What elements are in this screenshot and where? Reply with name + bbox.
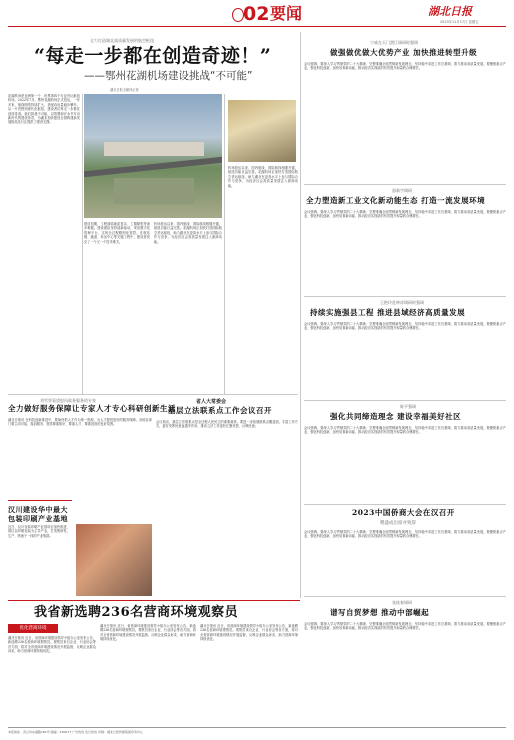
bottom-banner-tag: 优化营商环境: [8, 624, 58, 633]
lead-kicker: 全力打造湖北高质量发展的航空枢纽: [90, 38, 154, 43]
right-story-6-body: 会议强调，要深入学习贯彻党的二十大精神，完整准确全面贯彻新发展理念，坚持稳中求进工作总基调，着力推动高质量发展。要聚焦重点产业，强化科技创新，加快培育新动能，推动经济实现质的有效提升和量的合理增长。: [304, 622, 506, 631]
paper-logo: 湖北日报: [428, 5, 472, 18]
date-line: 2023年11月17日 星期五: [440, 20, 479, 24]
col-divider: [82, 94, 83, 394]
section-rule: [8, 600, 300, 601]
lead-subhead: ——鄂州花湖机场建设挑战“不可能”: [84, 70, 253, 82]
right-story-5-title: 2023中国侨商大会在汉召开: [352, 508, 455, 517]
col-divider: [300, 32, 301, 598]
section-rule: [8, 394, 298, 395]
right-story-6-title: 谱写自贸梦想 推动中部崛起: [330, 608, 430, 617]
col-divider: [224, 94, 225, 394]
left-story-body: 湖北日报讯 在科技创新推进中，要始终把人才作为第一资源，为人才提供更好的服务保障。各地各部门要主动对接、靠前服务，营造尊重知识、尊重人才、尊重创造的良好氛围。: [8, 418, 152, 427]
footer-rule: [8, 727, 506, 728]
left-story-kicker: 刘雪荣看望慰问政务服务的专家: [40, 398, 96, 403]
lead-body-col2b: 机场投运以来，国内航线、国际航线相继开通，枢纽功能日益完善。花湖机场正加快打造国际航空货运枢纽，助力湖北在更高水平上参与国际合作与竞争，为经济社会高质量发展注入澎湃动能。: [154, 222, 222, 244]
right-story-2-body: 会议强调，要深入学习贯彻党的二十大精神，完整准确全面贯彻新发展理念，坚持稳中求进工作总基调，着力推动高质量发展。要聚焦重点产业，强化科技创新，加快培育新动能，推动经济实现质的有效提升和量的合理增长。: [304, 210, 506, 219]
section-rule: [304, 296, 506, 297]
lead-body-col3: 机场投运以来，国内航线、国际航线相继开通，枢纽功能日益完善。花湖机场正加快打造国际航空货运枢纽，助力湖北在更高水平上参与国际合作与竞争，为经济社会高质量发展注入澎湃动能。: [228, 166, 298, 188]
left-box-photo: [76, 524, 152, 596]
lead-byline: 湖北日报全媒体记者: [110, 88, 139, 92]
footer-text: 本报地址：武汉市东湖路181号 邮编：430077 广告热线 发行热线 印刷：湖北日报传媒集团印务中心: [8, 730, 143, 734]
section-rule: [304, 184, 506, 185]
right-story-1-kicker: 宁咸在天门潜江调研时强调: [370, 40, 418, 45]
right-story-4-kicker: 陈平强调: [400, 404, 416, 409]
lead-body-col2: 建设初期，工程面临地质复杂、工期紧张等诸多难题。建设团队坚持创新驱动，采用数字化管理平台，实现全过程精细化管控。在航站楼、跑道、转运中心等关键工程中，建设者攻克了一个又一个技术难关。: [84, 222, 150, 244]
left-story-title: 全力做好服务保障让专家人才专心科研创新生活: [8, 404, 176, 413]
bottom-banner-body-col2: 湖北日报讯 近日，省营商环境建设领导小组办公室发布公告，新选聘236名营商环境观察员。观察员来自企业、行业协会等各方面，将对全省营商环境建设情况开展监督，反映企业群众诉求，助力营商环境持续优化。: [100, 624, 196, 642]
bottom-banner-body-col3: 湖北日报讯 近日，省营商环境建设领导小组办公室发布公告，新选聘236名营商环境观察员。观察员来自企业、行业协会等各方面，将对全省营商环境建设情况开展监督，反映企业群众诉求，助力营商环境持续优化。: [200, 624, 298, 642]
lead-photo-airport: [84, 94, 222, 218]
middle-story-body: 会议指出，基层立法联系点是全过程人民民主的重要载体。要进一步拓展联系点覆盖面，丰富工作方式，更好发挥民意直通车作用，推动立法工作更好汇聚民智、反映民意。: [156, 420, 298, 429]
page-number: 02: [243, 3, 270, 25]
right-story-2-kicker: 邵新宇调研: [392, 188, 412, 193]
right-story-2-title: 全力塑造新工业文化新动能生态 打造一流发展环境: [306, 196, 486, 205]
lead-body-col1: 花湖机场是亚洲第一个、世界第四个专业货运枢纽机场。2022年7月，鄂州花湖机场正式投运，一年多来，航线网络持续扩大，货邮吞吐量稳步攀升。从一片荒野到现代化枢纽，建设者们每走一步都在创造奇迹。他们挑战不可能，以智慧和汗水书写出新时代的建设传奇，为湖北加快建设全国构建新发展格局先行区提供了强劲支撑。: [8, 94, 80, 125]
right-story-3-title: 持续实施强县工程 推进县域经济高质量发展: [310, 308, 466, 317]
bottom-banner-body-col1: 湖北日报讯 近日，省营商环境建设领导小组办公室发布公告，新选聘236名营商环境观察员。观察员来自企业、行业协会等各方面，将对全省营商环境建设情况开展监督，反映企业群众诉求，助力营商环境持续优化。: [8, 636, 96, 654]
right-story-1-title: 做强做优做大优势产业 加快推进转型升级: [330, 48, 478, 57]
left-box: [8, 500, 72, 597]
right-story-4-title: 强化共同缔造理念 建设幸福美好社区: [330, 412, 462, 421]
right-story-5-body: 会议强调，要深入学习贯彻党的二十大精神，完整准确全面贯彻新发展理念，坚持稳中求进工作总基调，着力推动高质量发展。要聚焦重点产业，强化科技创新，加快培育新动能，推动经济实现质的有效提升和量的合理增长。: [304, 530, 506, 539]
section-title: 要闻: [270, 4, 303, 23]
left-box-body: 近日，汉川包装印刷产业园项目加快推进，园区以印刷包装为主导产业，打造集研发、生产、物流于一体的产业集群。: [8, 525, 70, 538]
bottom-banner-title: 我省新选聘236名营商环境观察员: [34, 605, 239, 620]
right-story-3-kicker: 王艳玲赴钟祥调研时强调: [380, 300, 424, 305]
section-rule: [304, 596, 506, 597]
masthead: [0, 0, 514, 30]
right-story-4-body: 会议强调，要深入学习贯彻党的二十大精神，完整准确全面贯彻新发展理念，坚持稳中求进工作总基调，着力推动高质量发展。要聚焦重点产业，强化科技创新，加快培育新动能，推动经济实现质的有效提升和量的合理增长。: [304, 426, 506, 435]
right-story-5-subtitle: 嗯盛成出席并致辞: [380, 521, 416, 526]
left-box-title: 汉川建设华中最大包装印刷产业基地: [8, 505, 68, 523]
section-rule: [304, 504, 506, 505]
section-rule: [304, 400, 506, 401]
masthead-rule: [8, 26, 506, 27]
right-story-3-body: 会议强调，要深入学习贯彻党的二十大精神，完整准确全面贯彻新发展理念，坚持稳中求进工作总基调，着力推动高质量发展。要聚焦重点产业，强化科技创新，加快培育新动能，推动经济实现质的有效提升和量的合理增长。: [304, 322, 506, 331]
middle-story-title: 基层立法联系点工作会议召开: [168, 406, 272, 415]
lead-photo-workers: [228, 100, 296, 162]
right-story-1-body: 会议强调，要深入学习贯彻党的二十大精神，完整准确全面贯彻新发展理念，坚持稳中求进工作总基调，着力推动高质量发展。要聚焦重点产业，强化科技创新，加快培育新动能，推动经济实现质的有效提升和量的合理增长。: [304, 62, 506, 71]
middle-story-kicker: 省人大常委会: [196, 399, 227, 405]
lead-headline: “每走一步都在创造奇迹！”: [34, 45, 272, 67]
right-story-6-kicker: 张桂春调研: [392, 600, 412, 605]
